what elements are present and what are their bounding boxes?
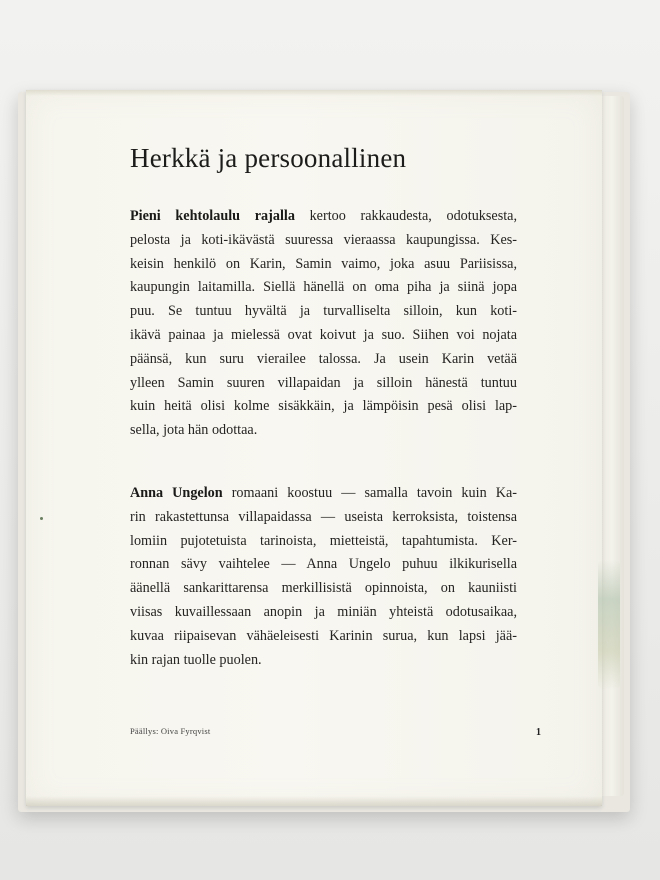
book-title-lead: Pieni kehtolaulu rajalla [130, 208, 295, 224]
text-line: kuvaa riipaisevan vähäeleisesti Karinin surua, kun lapsi jää- [130, 627, 517, 644]
dust-jacket [26, 90, 602, 806]
jacket-stain [598, 560, 620, 690]
book-spine-edge [600, 96, 624, 796]
page-number: 1 [536, 727, 541, 738]
text-line: viisas kuvaillessaan anopin ja miniän yhteistä odotusaikaa, [130, 603, 517, 620]
text-line: ikävä painaa ja mielessä ovat koivut ja suo. Siihen voi nojata [130, 326, 517, 343]
text-line: äänellä sankarittarensa merkillisistä opinnoista, on kauniisti [130, 580, 517, 597]
text-line: ronnan sävy vaihtelee — Anna Ungelo puhuu ilkikurisella [130, 556, 517, 573]
jacket-wear-bottom [26, 796, 602, 806]
paragraph-1-line-1-rest: kertoo rakkaudesta, odotuksesta, [294, 208, 518, 224]
text-line: lomiin pujotetuista tarinoista, mietteistä, tapahtumista. Ker- [130, 532, 517, 549]
text-line: kin rajan tuolle puolen. [130, 651, 262, 668]
paragraph-2-line-1-rest: romaani koostuu — samalla tavoin kuin Ka- [222, 485, 517, 501]
paper-speck [40, 517, 43, 520]
text-line: kaupungin laitamilla. Siellä hänellä on oma piha ja siinä jopa [130, 279, 517, 296]
paragraph-1 [130, 205, 517, 443]
paragraph-2 [130, 482, 517, 672]
text-line: keisin henkilö on Karin, Samin vaimo, joka asuu Pariisissa, [130, 255, 517, 272]
paragraph-1-line-1 [130, 205, 517, 229]
text-line: kuin heitä olisi kolme sisäkkäin, ja lämpöisin pesä olisi lap- [130, 398, 517, 415]
paragraph-2-line-1 [130, 482, 517, 506]
text-line: ylleen Samin suuren villapaidan ja silloin hänestä tuntuu [130, 374, 517, 391]
jacket-wear-top [26, 90, 602, 96]
author-name-lead: Anna Ungelon [130, 485, 223, 501]
text-line: rin rakastettunsa villapaidassa — useista kerroksista, toistensa [130, 508, 517, 525]
text-line: sella, jota hän odottaa. [130, 422, 258, 439]
text-line: päänsä, kun suru vierailee talossa. Ja usein Karin vetää [130, 350, 517, 367]
text-line: puu. Se tuntuu hyvältä ja turvalliselta silloin, kun koti- [130, 303, 517, 320]
cover-credit: Päällys: Oiva Fyrqvist [130, 726, 211, 736]
text-line: pelosta ja koti-ikävästä suuressa vieraassa kaupungissa. Kes- [130, 231, 517, 248]
page-title: Herkkä ja persoonallinen [130, 143, 407, 173]
